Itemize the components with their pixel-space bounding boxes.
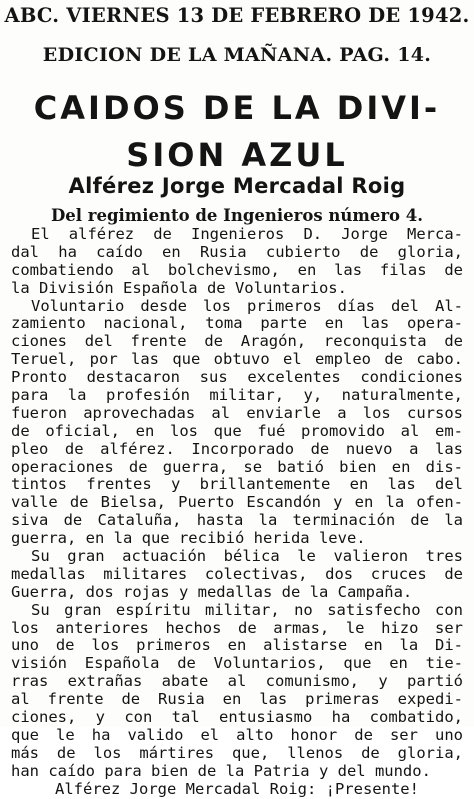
body-line: siva de Cataluña, hasta la terminación de la: [11, 512, 463, 530]
body-line: tintos frentes y brillantemente en las del: [11, 476, 463, 494]
body-line: rras extrañas abate al comunismo, y partió: [11, 673, 463, 691]
body-line: valle de Bielsa, Puerto Escandón y en la ofen-: [11, 494, 463, 512]
body-line: pleo de alférez. Incorporado de nuevo a las: [11, 440, 463, 458]
masthead-date-line: ABC. VIERNES 13 DE FEBRERO DE 1942.: [4, 4, 470, 27]
edition-page-line: EDICION DE LA MAÑANA. PAG. 14.: [42, 44, 432, 66]
body-line: que le ha valido el alto honor de ser uno: [11, 726, 463, 744]
body-line: guerra, en la que recibió herida leve.: [11, 530, 366, 548]
headline-line-1: CAIDOS DE LA DIVI-: [33, 89, 441, 127]
body-line: la División Española de Voluntarios.: [11, 279, 347, 297]
body-line: operaciones de guerra, se batió bien en dis-: [11, 458, 463, 476]
body-line: ciones del frente de Aragón, reconquista de: [11, 333, 463, 351]
body-line: al frente de Rusia en las primeras expedi-: [11, 691, 463, 709]
body-line: combatiendo al bolchevismo, en las filas de: [11, 261, 463, 279]
body-line: de oficial, en los que fué promovido al em-: [11, 422, 463, 440]
body-line: Guerra, dos rojas y medallas de la Campaña.: [11, 583, 413, 601]
body-line: visión Española de Voluntarios, que en tie-: [11, 655, 463, 673]
body-line: ciones, y con tal entusiasmo ha combatido,: [11, 709, 463, 727]
body-line: Su gran actuación bélica le valieron tres: [31, 548, 463, 566]
body-line: uno de los primeros en alistarse en la Di-: [11, 637, 463, 655]
body-line: fueron aprovechadas al enviarle a los cursos: [11, 404, 463, 422]
closing-line: Alférez Jorge Mercadal Roig: ¡Presente!: [55, 780, 419, 798]
section-heading: Del regimiento de Ingenieros número 4.: [50, 206, 424, 225]
article-subtitle: Alférez Jorge Mercadal Roig: [68, 174, 406, 198]
body-line: Pronto destacaron sus excelentes condiciones: [11, 369, 463, 387]
body-line: Su gran espíritu militar, no satisfecho con: [31, 601, 463, 619]
body-line: Voluntario desde los primeros días del Al-: [31, 297, 463, 315]
body-line: El alférez de Ingenieros D. Jorge Merca-: [31, 226, 463, 243]
body-line: zamiento nacional, toma parte en las opera-: [11, 315, 463, 333]
body-line: medallas militares colectivas, dos cruces de: [11, 565, 463, 583]
body-line: dal ha caído en Rusia cubierto de gloria,: [11, 243, 463, 261]
article-body: [11, 226, 463, 799]
body-line: han caído para bien de la Patria y del mundo.: [11, 762, 431, 780]
body-line: para la profesión militar, y, naturalmente,: [11, 387, 463, 405]
headline-line-2: SION AZUL: [126, 136, 348, 174]
body-line: los anteriores hechos de armas, le hizo ser: [11, 619, 463, 637]
body-line: más de los mártires que, llenos de gloria,: [11, 744, 463, 762]
body-line: Teruel, por las que obtuvo el empleo de cabo.: [11, 351, 463, 369]
